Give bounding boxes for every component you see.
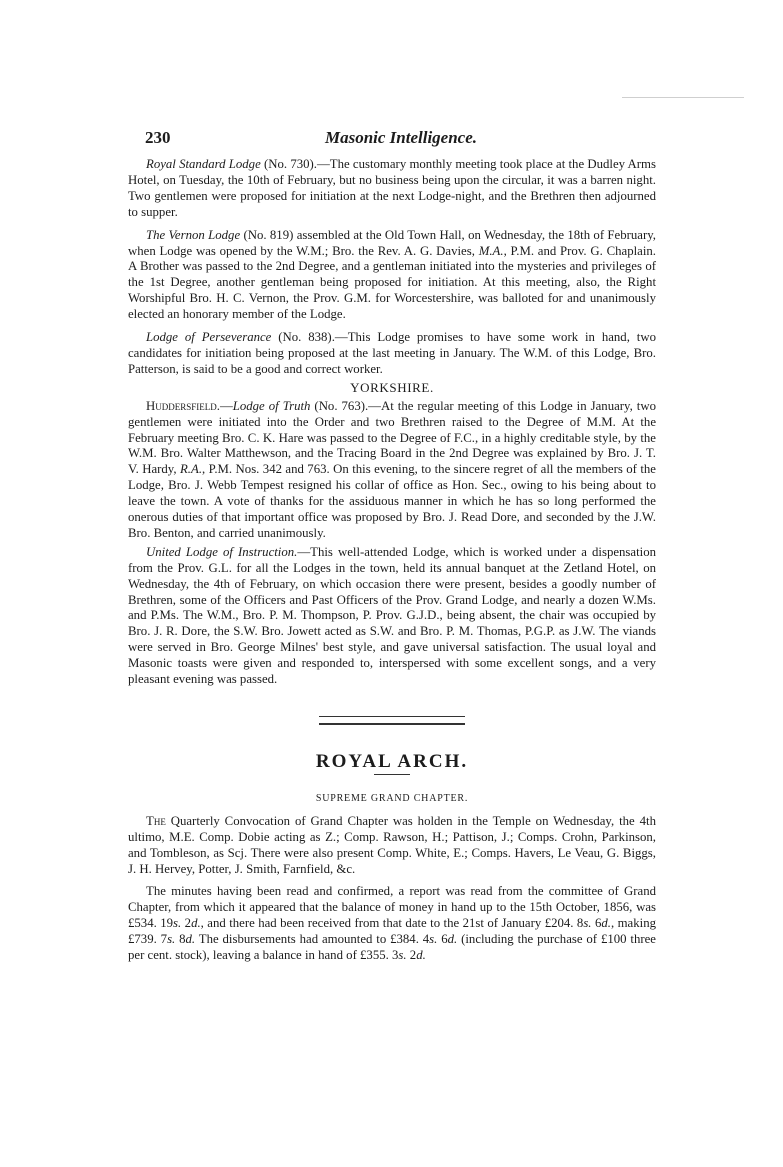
paragraph-block — [128, 399, 656, 688]
article-body — [128, 157, 656, 964]
paragraph: The Vernon Lodge (No. 819) assembled at the Old Town Hall, on Wednesday, the 18th of February, when Lodge was opened by the W.M.; Bro. the Rev. A. G. Davies, M.A., P.M. and Prov. G. Chaplain. A Brother was passed to the 2nd Degree, and a gentleman initiated into the mysteries and privileges of the 1st Degree, another gentleman being proposed for initiation. At this meeting, also, the Right Worshipful Bro. H. C. Vernon, the Prov. G.M. for Worcestershire, was balloted for and unanimously elected an honorary member of the Lodge. — [128, 227, 656, 322]
paragraph: Huddersfield.—Lodge of Truth (No. 763).—At the regular meeting of this Lodge in January, two gentlemen were initiated into the Order and two Brethren raised to the Degree of M.M. At the February meeting Bro. C. K. Hare was passed to the Degree of F.C., in a highly creditable style, by the W.M. Bro. Walter Matthewson, and the Tracing Board in the 2nd Degree was explained by Bro. J. T. V. Hardy, R.A., P.M. Nos. 342 and 763. On this evening, to the sincere regret of all the members of the Lodge, Bro. J. Webb Tempest resigned his collar of office as Hon. Sec., owing to his being about to leave the town. A vote of thanks for the assiduous manner in which he has so long performed the onerous duties of that important office was proposed by Bro. J. Read Dore, and seconded by the J.W. Bro. Benton, and carried unanimously. — [128, 398, 656, 540]
paragraph: Royal Standard Lodge (No. 730).—The customary monthly meeting took place at the Dudley Arms Hotel, on Tuesday, the 10th of February, but no business being upon the circular, it was a barren night. Two gentlemen were proposed for initiation at the next Lodge-night, and the Brethren then adjourned to supper. — [128, 157, 656, 219]
running-head: Masonic Intelligence. — [324, 128, 478, 147]
page-number: 230 — [145, 128, 171, 147]
paragraph: The Quarterly Convocation of Grand Chapter was holden in the Temple on Wednesday, the 4th ultimo, M.E. Comp. Dobie acting as Z.; Comp. Rawson, H.; Pattison, J.; Comps. Crohn, Parkinson, and Tombleson, as Scj. There were also present Comp. White, E.; Comps. Havers, Le Veau, G. Biggs, J. H. Hervey, Potter, J. Smith, Farnfield, &c. — [128, 813, 656, 876]
paragraph: United Lodge of Instruction.—This well-attended Lodge, which is worked under a dispensation from the Prov. G.L. for all the Lodges in the town, held its annual banquet at the Zetland Hotel, on Wednesday, the 4th of February, on which occasion there were present, besides a goodly number of Brethren, some of the Officers and Past Officers of the Prov. Grand Lodge, and nearly a dozen W.Ms. and P.Ms. The W.M., Bro. P. M. Thompson, P. Prov. G.J.D., being absent, the chair was occupied by Bro. J. R. Dore, the S.W. Bro. Jowett acted as S.W. and Bro. P. M. Thomas, P.G.P. as J.W. The viands were served in Bro. George Milnes' best style, and gave universal satisfaction. The usual loyal and Masonic toasts were given and responded to, interspersed with some excellent songs, and a very pleasant evening was passed. — [128, 544, 657, 687]
paragraph-block — [128, 814, 656, 964]
paragraph-block — [128, 157, 656, 378]
paragraph: Lodge of Perseverance (No. 838).—This Lodge promises to have some work in hand, two candidates for initiation being proposed at the last meeting in January. The W.M. of this Lodge, Bro. Patterson, is said to be a good and correct worker. — [128, 330, 656, 376]
heading-rule — [374, 774, 410, 775]
section-divider — [319, 716, 465, 725]
page-header — [145, 128, 657, 152]
top-rule — [622, 97, 744, 98]
major-heading: ROYAL ARCH. — [315, 751, 469, 772]
subheading: SUPREME GRAND CHAPTER. — [315, 792, 469, 804]
paragraph: The minutes having been read and confirmed, a report was read from the committee of Grand Chapter, from which it appeared that the balance of money in hand up to the 15th October, 1856, was £534. 19s. 2d., and there had been received from that date to the 21st of January £204. 8s. 6d., making £739. 7s. 8d. The disbursements had amounted to £384. 4s. 6d. (including the purchase of £100 three per cent. stock), leaving a balance in hand of £355. 3s. 2d. — [128, 884, 656, 963]
section-heading: YORKSHIRE. — [350, 379, 434, 395]
